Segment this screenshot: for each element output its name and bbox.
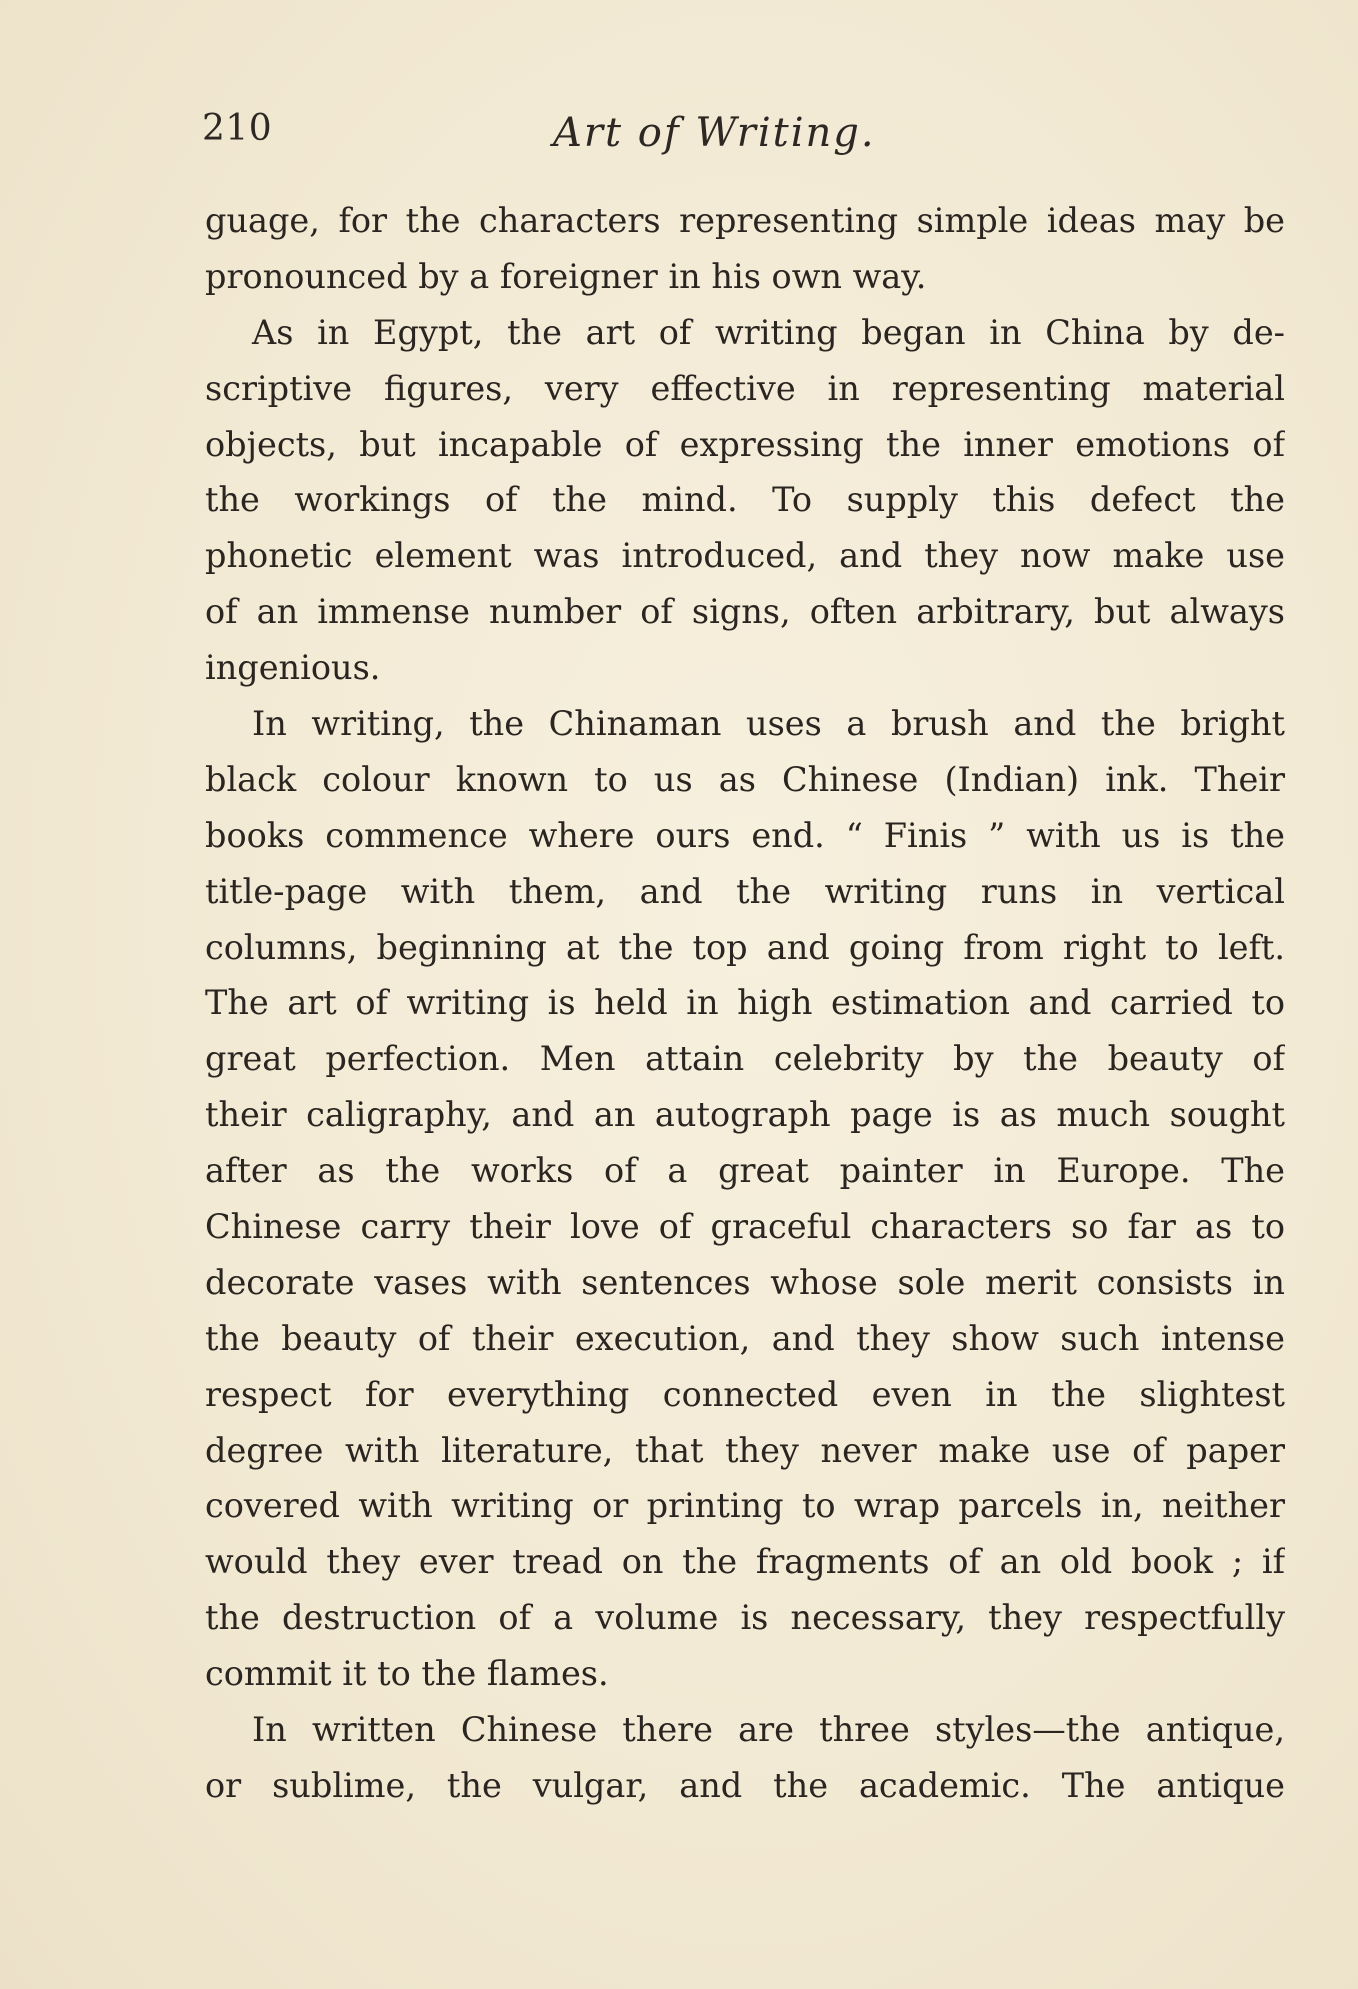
page-number: 210 [202,108,273,149]
text-line: after as the works of a great painter in Europe. The [205,1151,1285,1191]
text-line: phonetic element was introduced, and they now make use [205,536,1285,576]
text-line: the destruction of a volume is necessary, they respectfully [205,1598,1285,1638]
text-line: or sublime, the vulgar, and the academic. The antique [205,1765,1285,1805]
text-line: the beauty of their execution, and they show such intense [205,1318,1285,1358]
text-line: books commence where ours end. “ Finis ” with us is the [205,815,1285,855]
text-line: ingenious. [205,648,381,688]
text-line: objects, but incapable of expressing the inner emotions of [205,424,1285,464]
page-header [0,108,1358,168]
paragraph-first-line: In writing, the Chinaman uses a brush and the bright [252,704,1285,744]
text-line: great perfection. Men attain celebrity by the beauty of [205,1039,1285,1079]
text-line: covered with writing or printing to wrap parcels in, neither [205,1486,1285,1526]
paragraph-first-line: In written Chinese there are three styles—the antique, [252,1710,1285,1750]
body-text [205,193,1285,1814]
text-line: title-page with them, and the writing runs in vertical [205,871,1285,911]
text-line: pronounced by a foreigner in his own way. [205,256,927,296]
text-line: scriptive figures, very effective in representing material [205,368,1285,408]
text-line: the workings of the mind. To supply this defect the [205,480,1285,520]
text-line: decorate vases with sentences whose sole merit consists in [205,1262,1285,1302]
text-line: of an immense number of signs, often arbitrary, but always [205,592,1285,632]
text-line: their caligraphy, and an autograph page is as much sought [205,1095,1285,1135]
text-line: black colour known to us as Chinese (Indian) ink. Their [205,759,1285,799]
text-line: The art of writing is held in high estimation and carried to [205,983,1285,1023]
text-line: Chinese carry their love of graceful characters so far as to [205,1207,1285,1247]
text-line: guage, for the characters representing simple ideas may be [205,201,1285,240]
text-line: degree with literature, that they never make use of paper [205,1430,1285,1470]
text-line: columns, beginning at the top and going from right to left. [205,927,1285,967]
text-line: respect for everything connected even in the slightest [205,1374,1285,1414]
paragraph-first-line: As in Egypt, the art of writing began in China by de- [252,312,1285,352]
text-line: commit it to the flames. [205,1654,609,1694]
running-title: Art of Writing. [553,110,876,156]
text-line: would they ever tread on the fragments of an old book ; if [205,1542,1285,1582]
